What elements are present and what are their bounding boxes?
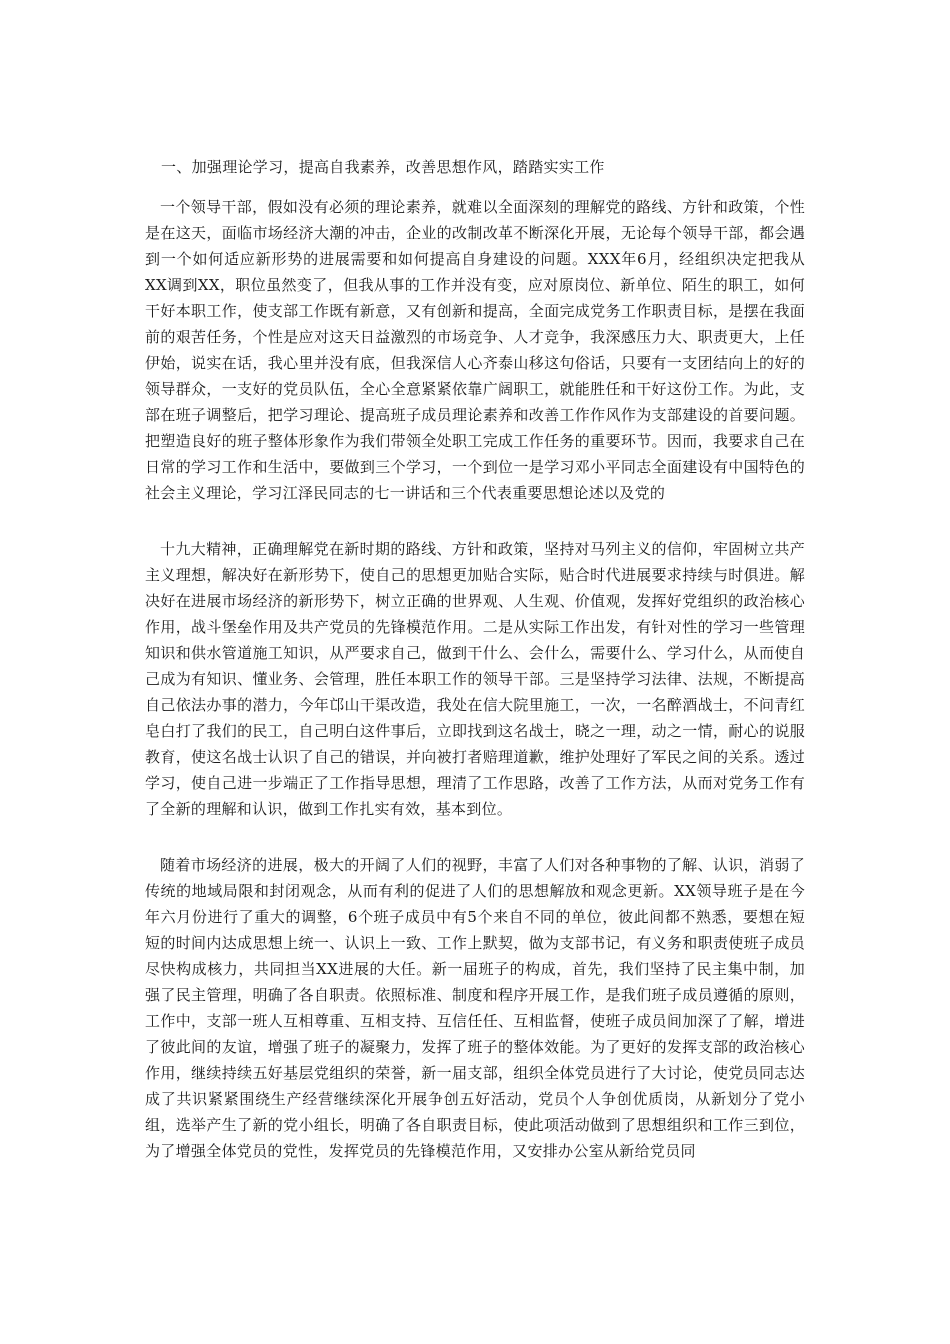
paragraph-1: 一个领导干部，假如没有必须的理论素养，就难以全面深刻的理解党的路线、方针和政策，个性是在这天，面临市场经济大潮的冲击，企业的改制改革不断深化开展，无论每个领导干部，都会遇到一个如何适应新形势的进展需要和如何提高自身建设的问题。XXX年6月，经组织决定把我从XX调到XX，职位虽然变了，但我从事的工作并没有变，应对原岗位、新单位、陌生的职工，如何干好本职工作，使支部工作既有新意，又有创新和提高，全面完成党务工作职责目标，是摆在我面前的艰苦任务，个性是应对这天日益激烈的市场竞争、人才竞争，我深感压力大、职责更大，上任伊始，说实在话，我心里并没有底，但我深信人心齐泰山移这句俗话，只要有一支团结向上的好的领导群众，一支好的党员队伍，全心全意紧紧依靠广阔职工，就能胜任和干好这份工作。为此，支部在班子调整后，把学习理论、提高班子成员理论素养和改善工作作风作为支部建设的首要问题。把塑造良好的班子整体形象作为我们带领全处职工完成工作任务的重要环节。因而，我要求自己在日常的学习工作和生活中，要做到三个学习，一个到位一是学习邓小平同志全面建设有中国特色的社会主义理论，学习江泽民同志的七一讲话和三个代表重要思想论述以及党的 (145, 198, 805, 502)
section-heading: 一、加强理论学习，提高自我素养，改善思想作风，踏踏实实工作 (161, 158, 605, 176)
document-body (145, 154, 805, 1164)
paragraph-3: 随着市场经济的进展，极大的开阔了人们的视野，丰富了人们对各种事物的了解、认识，消弱了传统的地域局限和封闭观念，从而有利的促进了人们的思想解放和观念更新。XX领导班子是在今年六月份进行了重大的调整，6个班子成员中有5个来自不同的单位，彼此间都不熟悉，要想在短短的时间内达成思想上统一、认识上一致、工作上默契，做为支部书记，有义务和职责使班子成员尽快构成核力，共同担当XX进展的大任。新一届班子的构成，首先，我们坚持了民主集中制，加强了民主管理，明确了各自职责。依照标准、制度和程序开展工作，是我们班子成员遵循的原则，工作中，支部一班人互相尊重、互相支持、互信任任、互相监督，使班子成员间加深了了解，增进了彼此间的友谊，增强了班子的凝聚力，发挥了班子的整体效能。为了更好的发挥支部的政治核心作用，继续持续五好基层党组织的荣誉，新一届支部，组织全体党员进行了大讨论，使党员同志达成了共识紧紧围绕生产经营继续深化开展争创五好活动，党员个人争创优质岗，从新划分了党小组，选举产生了新的党小组长，明确了各自职责目标，使此项活动做到了思想组织和工作三到位，为了增强全体党员的党性，发挥党员的先锋模范作用，又安排办公室从新给党员同 (145, 856, 805, 1160)
paragraph-2: 十九大精神，正确理解党在新时期的路线、方针和政策，坚持对马列主义的信仰，牢固树立共产主义理想，解决好在新形势下，使自己的思想更加贴合实际，贴合时代进展要求持续与时俱进。解决好在进展市场经济的新形势下，树立正确的世界观、人生观、价值观，发挥好党组织的政治核心作用，战斗堡垒作用及共产党员的先锋模范作用。二是从实际工作出发，有针对性的学习一些管理知识和供水管道施工知识，从严要求自己，做到干什么、会什么，需要什么、学习什么，从而使自己成为有知识、懂业务、会管理，胜任本职工作的领导干部。三是坚持学习法律、法规，不断提高自己依法办事的潜力，今年邙山干渠改造，我处在信大院里施工，一次，一名醉酒战士，不问青红皂白打了我们的民工，自己明白这件事后，立即找到这名战士，晓之一理，动之一情，耐心的说服教育，使这名战士认识了自己的错误，并向被打者赔理道歉，维护处理好了军民之间的关系。透过学习，使自己进一步端正了工作指导思想，理清了工作思路，改善了工作方法，从而对党务工作有了全新的理解和认识，做到工作扎实有效，基本到位。 (145, 540, 805, 818)
